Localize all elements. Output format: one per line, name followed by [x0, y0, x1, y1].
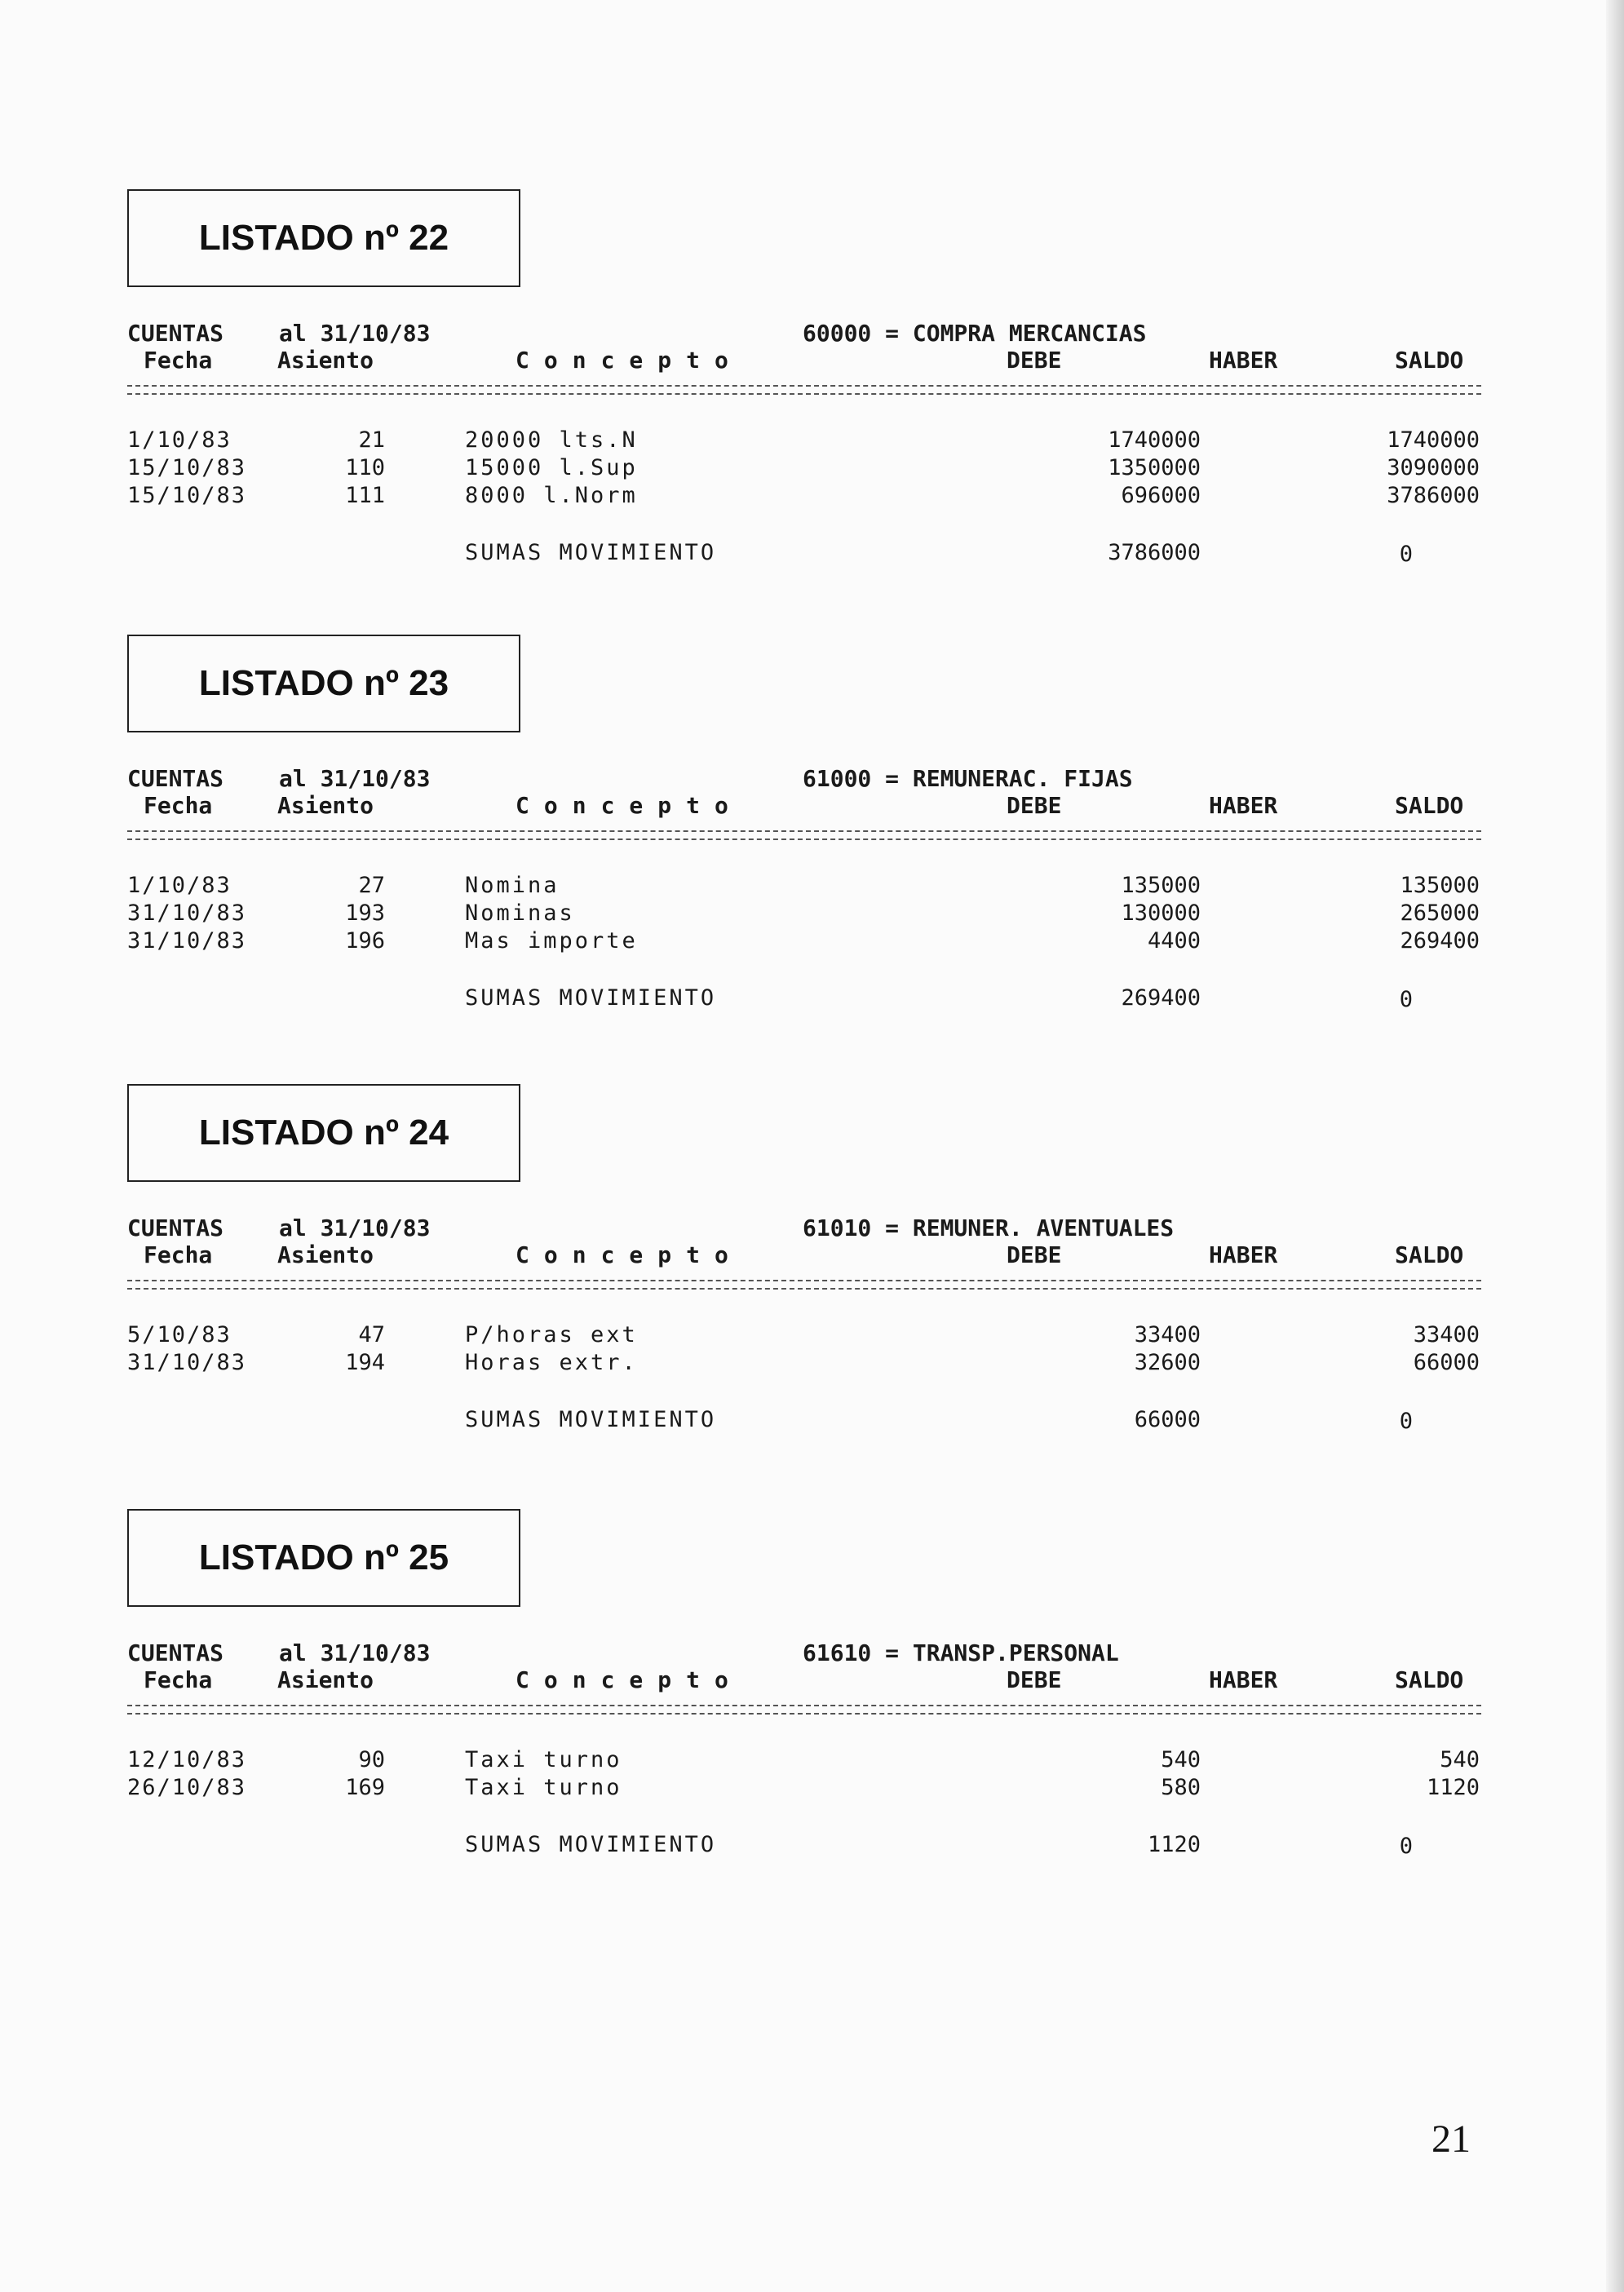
- col-asiento: Asiento: [277, 347, 374, 374]
- date-label: al 31/10/83: [279, 1639, 431, 1666]
- row-debe: 1350000: [1108, 455, 1201, 480]
- row-saldo: 3786000: [1387, 483, 1480, 508]
- date-label: al 31/10/83: [279, 765, 431, 792]
- row-saldo: 1120: [1426, 1775, 1480, 1800]
- row-concepto: 15000 l.Sup: [465, 455, 638, 480]
- listing-section: [124, 635, 1486, 1018]
- col-haber: HABER: [1209, 792, 1278, 819]
- row-asiento: 21: [358, 427, 385, 453]
- row-fecha: 1/10/83: [127, 427, 232, 453]
- table-row: [124, 900, 1486, 928]
- row-fecha: 31/10/83: [127, 900, 247, 926]
- row-saldo: 66000: [1413, 1350, 1480, 1375]
- col-debe: DEBE: [1007, 1241, 1062, 1268]
- sumas-label: SUMAS MOVIMIENTO: [465, 1832, 717, 1857]
- sumas-haber: 0: [1399, 542, 1413, 567]
- cuentas-label: CUENTAS: [127, 1215, 224, 1241]
- listing-title: LISTADO nº 22: [127, 189, 520, 287]
- account-label: 61010 = REMUNER. AVENTUALES: [803, 1215, 1175, 1241]
- row-fecha: 31/10/83: [127, 928, 247, 954]
- sumas-debe: 66000: [1134, 1407, 1201, 1432]
- col-haber: HABER: [1209, 1666, 1278, 1693]
- table-row: [124, 928, 1486, 956]
- col-concepto: Concepto: [516, 1666, 743, 1693]
- col-saldo: SALDO: [1395, 1666, 1464, 1693]
- row-debe: 1740000: [1108, 427, 1201, 453]
- table-row: [124, 1747, 1486, 1775]
- row-concepto: 20000 lts.N: [465, 427, 638, 453]
- row-concepto: Mas importe: [465, 928, 638, 954]
- row-saldo: 135000: [1400, 873, 1480, 898]
- separator-rule: [127, 830, 1481, 840]
- col-asiento: Asiento: [277, 1666, 374, 1693]
- sumas-label: SUMAS MOVIMIENTO: [465, 985, 717, 1011]
- row-concepto: Taxi turno: [465, 1747, 622, 1772]
- account-label: 61610 = TRANSP.PERSONAL: [803, 1639, 1119, 1666]
- row-asiento: 169: [345, 1775, 385, 1800]
- row-asiento: 194: [345, 1350, 385, 1375]
- sumas-haber: 0: [1399, 1409, 1413, 1434]
- col-fecha: Fecha: [144, 792, 213, 819]
- row-concepto: Nominas: [465, 900, 575, 926]
- row-concepto: Nomina: [465, 873, 560, 898]
- row-debe: 4400: [1147, 928, 1201, 954]
- row-saldo: 3090000: [1387, 455, 1480, 480]
- col-asiento: Asiento: [277, 792, 374, 819]
- col-haber: HABER: [1209, 347, 1278, 374]
- row-concepto: Taxi turno: [465, 1775, 622, 1800]
- table-row: [124, 873, 1486, 900]
- row-asiento: 90: [358, 1747, 385, 1772]
- date-label: al 31/10/83: [279, 320, 431, 347]
- col-fecha: Fecha: [144, 1241, 213, 1268]
- col-debe: DEBE: [1007, 792, 1062, 819]
- col-saldo: SALDO: [1395, 1241, 1464, 1268]
- sumas-haber: 0: [1399, 987, 1413, 1012]
- row-fecha: 26/10/83: [127, 1775, 247, 1800]
- separator-rule: [127, 1705, 1481, 1715]
- table-row: [124, 1322, 1486, 1350]
- row-fecha: 15/10/83: [127, 483, 247, 508]
- cuentas-label: CUENTAS: [127, 1639, 224, 1666]
- row-asiento: 47: [358, 1322, 385, 1347]
- row-saldo: 265000: [1400, 900, 1480, 926]
- row-asiento: 193: [345, 900, 385, 926]
- listing-title: LISTADO nº 24: [127, 1084, 520, 1182]
- col-asiento: Asiento: [277, 1241, 374, 1268]
- separator-rule: [127, 385, 1481, 395]
- table-row: [124, 1775, 1486, 1803]
- col-fecha: Fecha: [144, 1666, 213, 1693]
- col-haber: HABER: [1209, 1241, 1278, 1268]
- account-label: 61000 = REMUNERAC. FIJAS: [803, 765, 1133, 792]
- listing-section: [124, 1084, 1486, 1467]
- col-concepto: Concepto: [516, 1241, 743, 1268]
- row-fecha: 15/10/83: [127, 455, 247, 480]
- row-fecha: 1/10/83: [127, 873, 232, 898]
- col-saldo: SALDO: [1395, 347, 1464, 374]
- page-edge-shadow: [1606, 0, 1624, 2292]
- table-row: [124, 1350, 1486, 1378]
- row-asiento: 111: [345, 483, 385, 508]
- listing-title: LISTADO nº 25: [127, 1509, 520, 1607]
- row-debe: 135000: [1121, 873, 1201, 898]
- row-fecha: 5/10/83: [127, 1322, 232, 1347]
- col-concepto: Concepto: [516, 347, 743, 374]
- separator-rule: [127, 1280, 1481, 1290]
- col-concepto: Concepto: [516, 792, 743, 819]
- row-debe: 33400: [1134, 1322, 1201, 1347]
- row-debe: 696000: [1121, 483, 1201, 508]
- row-asiento: 110: [345, 455, 385, 480]
- row-concepto: 8000 l.Norm: [465, 483, 638, 508]
- sumas-debe: 3786000: [1108, 540, 1201, 565]
- row-saldo: 269400: [1400, 928, 1480, 954]
- table-row: [124, 455, 1486, 483]
- date-label: al 31/10/83: [279, 1215, 431, 1241]
- row-saldo: 33400: [1413, 1322, 1480, 1347]
- sumas-label: SUMAS MOVIMIENTO: [465, 1407, 717, 1432]
- row-saldo: 1740000: [1387, 427, 1480, 453]
- account-label: 60000 = COMPRA MERCANCIAS: [803, 320, 1147, 347]
- sumas-haber: 0: [1399, 1834, 1413, 1859]
- listing-section: [124, 1509, 1486, 1892]
- sumas-debe: 269400: [1121, 985, 1201, 1011]
- cuentas-label: CUENTAS: [127, 765, 224, 792]
- col-saldo: SALDO: [1395, 792, 1464, 819]
- col-fecha: Fecha: [144, 347, 213, 374]
- row-fecha: 31/10/83: [127, 1350, 247, 1375]
- row-debe: 130000: [1121, 900, 1201, 926]
- row-asiento: 27: [358, 873, 385, 898]
- sumas-debe: 1120: [1147, 1832, 1201, 1857]
- row-debe: 580: [1161, 1775, 1201, 1800]
- col-debe: DEBE: [1007, 1666, 1062, 1693]
- cuentas-label: CUENTAS: [127, 320, 224, 347]
- row-concepto: Horas extr.: [465, 1350, 638, 1375]
- row-debe: 32600: [1134, 1350, 1201, 1375]
- page-number: 21: [1432, 2117, 1471, 2161]
- row-saldo: 540: [1440, 1747, 1480, 1772]
- row-fecha: 12/10/83: [127, 1747, 247, 1772]
- row-debe: 540: [1161, 1747, 1201, 1772]
- row-concepto: P/horas ext: [465, 1322, 638, 1347]
- listing-title: LISTADO nº 23: [127, 635, 520, 732]
- sumas-label: SUMAS MOVIMIENTO: [465, 540, 717, 565]
- table-row: [124, 427, 1486, 455]
- listing-section: [124, 189, 1486, 573]
- table-row: [124, 483, 1486, 511]
- row-asiento: 196: [345, 928, 385, 954]
- col-debe: DEBE: [1007, 347, 1062, 374]
